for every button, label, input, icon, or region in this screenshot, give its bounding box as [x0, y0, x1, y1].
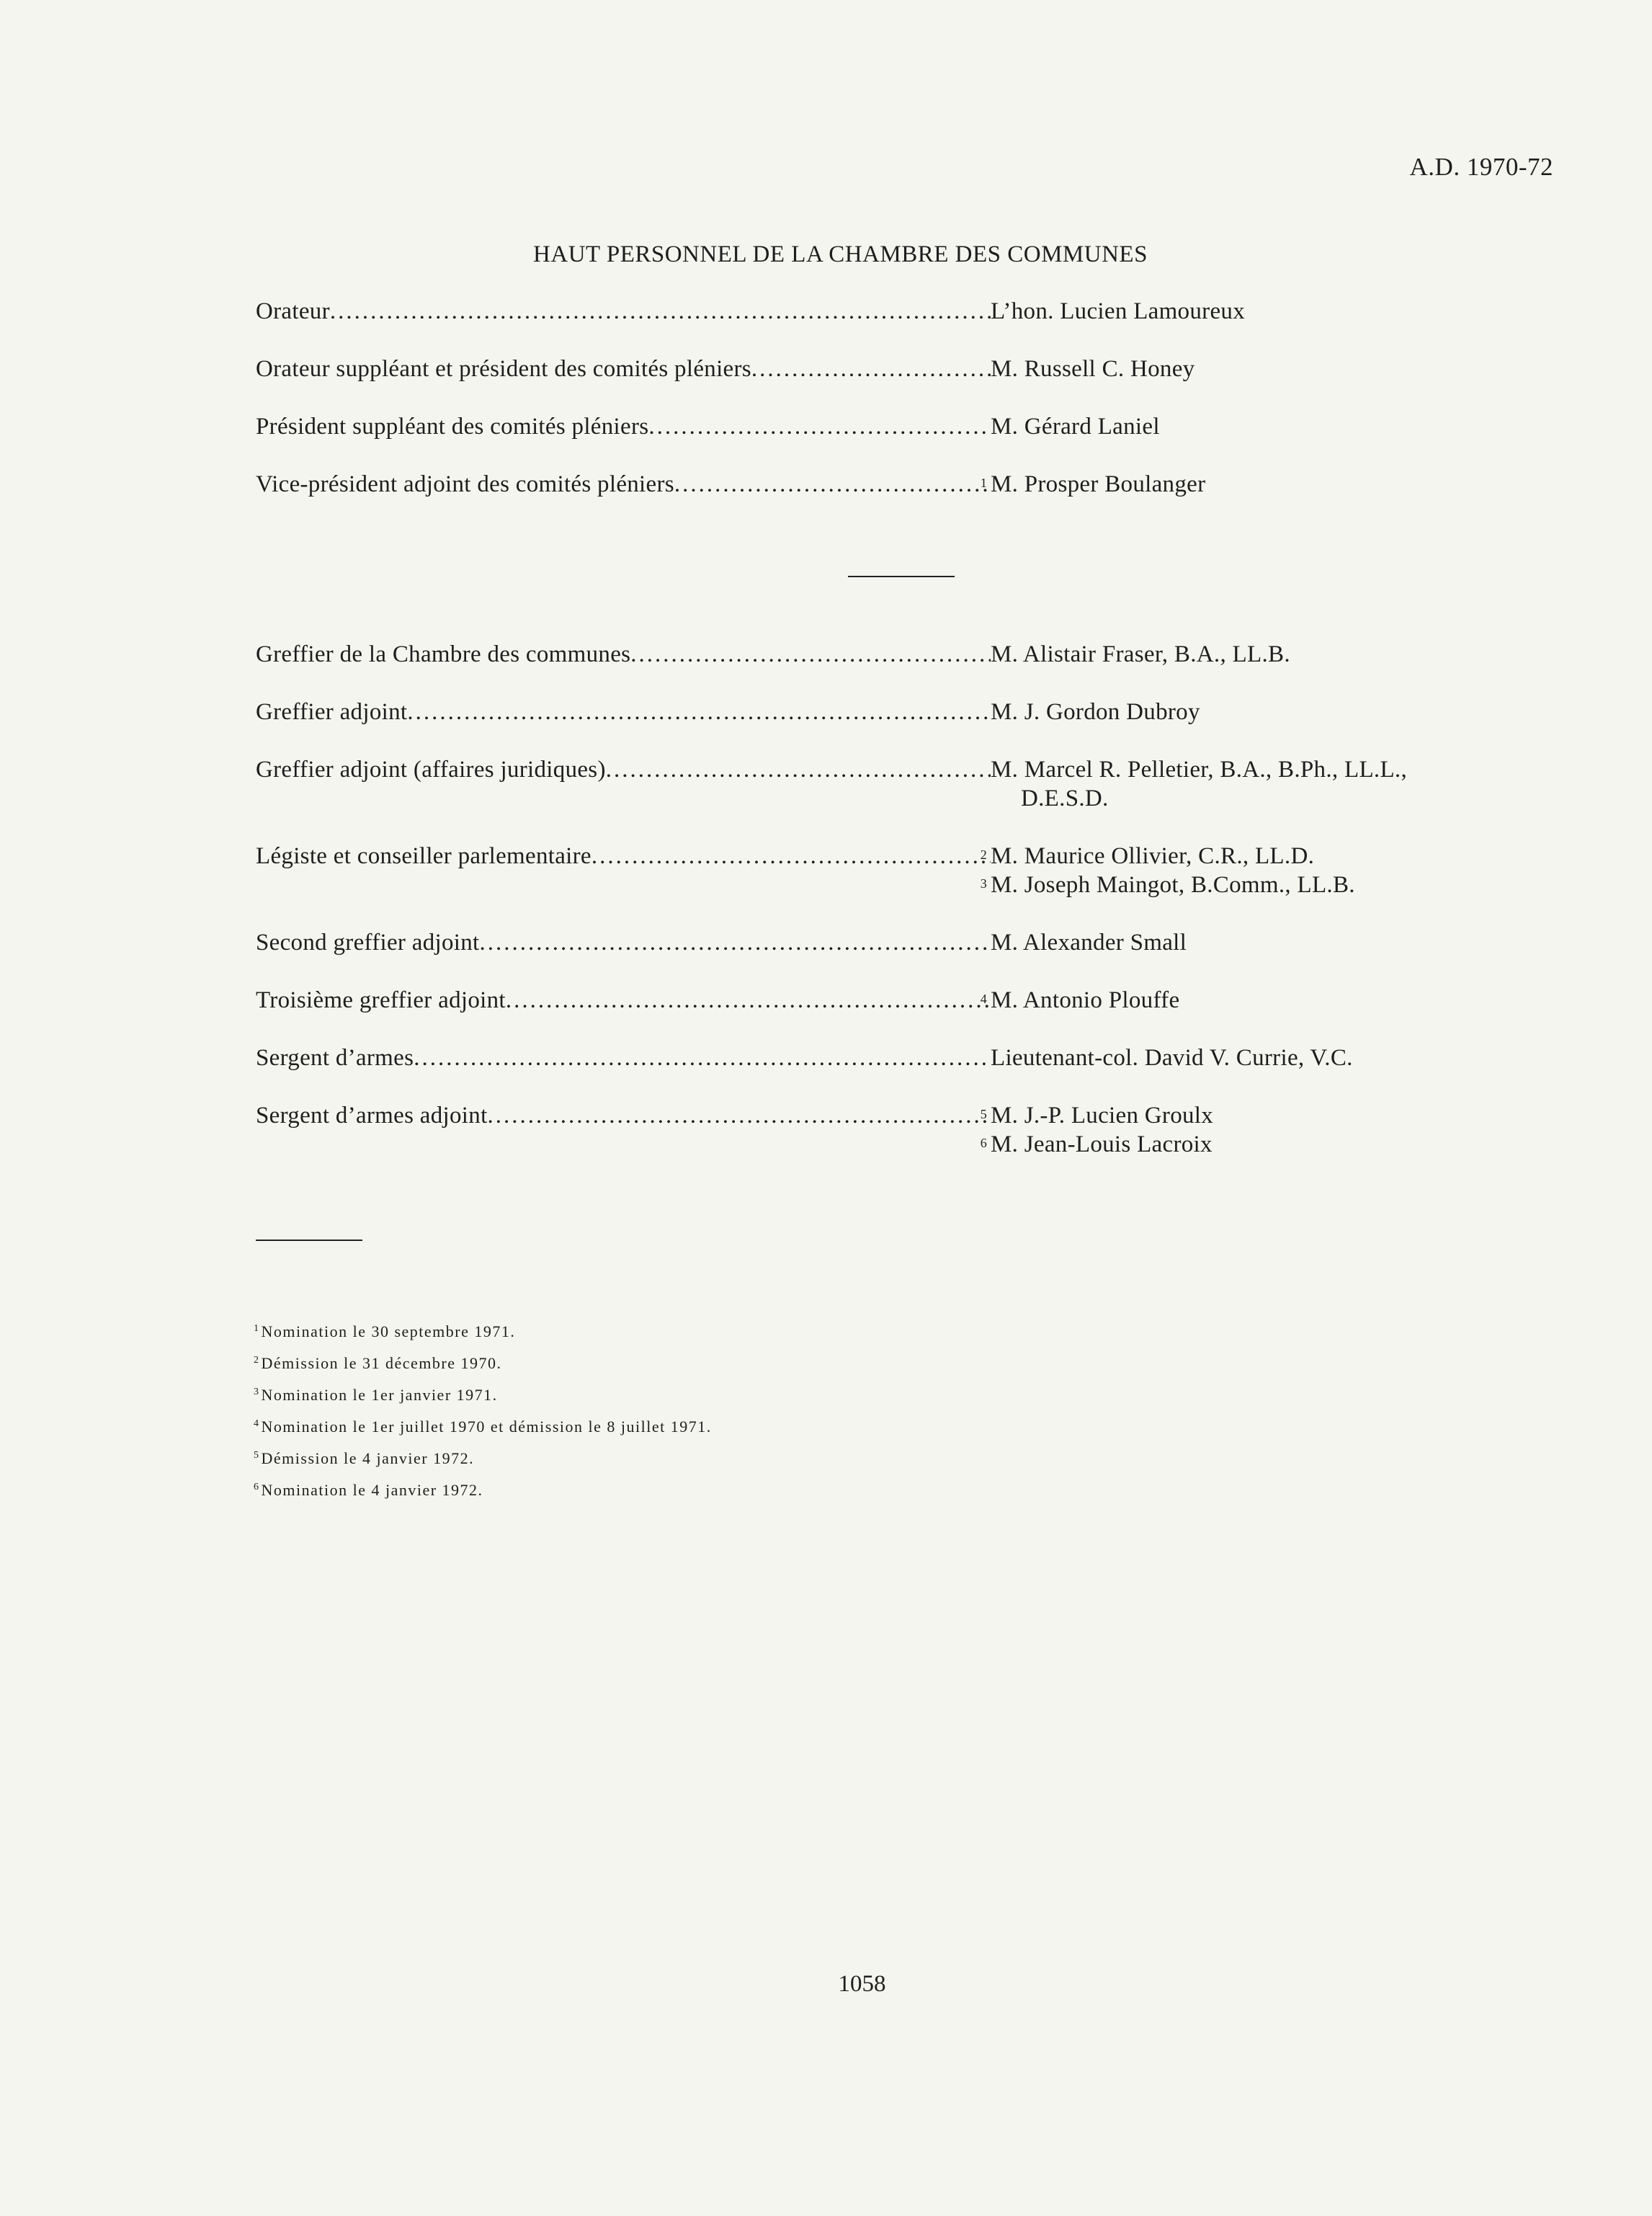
dot-leader [674, 470, 991, 499]
office-title [256, 842, 991, 871]
dot-leader [480, 928, 991, 957]
holder-name: M. Marcel R. Pelletier, B.A., B.Ph., LL.L., [991, 757, 1408, 783]
office-label: Président suppléant des comités pléniers [256, 414, 649, 440]
office-holders [980, 1101, 1567, 1159]
office-holder [991, 355, 1567, 383]
office-holders [991, 928, 1567, 957]
footnote-marker: 1 [980, 476, 987, 490]
office-title [256, 412, 991, 441]
officer-row [256, 1044, 1567, 1072]
office-label: Orateur [256, 298, 330, 324]
office-holder [980, 871, 1567, 899]
officer-row [256, 842, 1567, 899]
footnote-marker: 3 [980, 876, 987, 891]
office-holders [980, 986, 1567, 1015]
office-title [256, 470, 991, 499]
footnote-number: 3 [254, 1387, 260, 1397]
office-label: Légiste et conseiller parlementaire [256, 843, 591, 869]
office-label: Greffier adjoint (affaires juridiques) [256, 757, 606, 783]
holder-name: M. Russell C. Honey [991, 356, 1195, 382]
footnote-marker: 2 [980, 847, 987, 862]
officers-section-speakers [256, 297, 1567, 528]
holder-name: D.E.S.D. [1021, 786, 1109, 811]
office-title [256, 297, 991, 326]
holder-name: L’hon. Lucien Lamoureux [991, 298, 1245, 324]
dot-leader [751, 355, 991, 383]
office-title [256, 928, 991, 957]
footnote-marker: 5 [980, 1107, 987, 1121]
footnote-item [254, 1410, 712, 1441]
office-holders [991, 297, 1567, 326]
officer-row [256, 297, 1567, 326]
footnote-number: 1 [254, 1323, 260, 1334]
office-title [256, 755, 991, 784]
office-label: Sergent d’armes adjoint [256, 1103, 488, 1129]
footnote-text: Nomination le 30 septembre 1971. [261, 1322, 516, 1340]
holder-name: Lieutenant-col. David V. Currie, V.C. [991, 1045, 1353, 1071]
officer-row [256, 986, 1567, 1015]
page-header-year-range: A.D. 1970-72 [1409, 153, 1553, 181]
office-holders [991, 355, 1567, 383]
officer-row [256, 412, 1567, 441]
holder-name: M. Joseph Maingot, B.Comm., LL.B. [991, 872, 1355, 898]
office-label: Second greffier adjoint [256, 930, 480, 956]
officer-row [256, 1101, 1567, 1159]
footnote-text: Démission le 4 janvier 1972. [261, 1449, 475, 1467]
office-holder [991, 297, 1567, 326]
office-holder [980, 842, 1567, 871]
office-holder [991, 698, 1567, 726]
office-title [256, 698, 991, 726]
footnote-item [254, 1473, 712, 1505]
footnote-number: 5 [254, 1450, 260, 1461]
footnote-marker: 6 [980, 1136, 987, 1150]
dot-leader [330, 297, 991, 326]
footnote-item [254, 1441, 712, 1473]
office-holders [980, 842, 1567, 899]
holder-name: M. Prosper Boulanger [991, 471, 1206, 497]
holder-name: M. Alexander Small [991, 930, 1187, 956]
officer-row [256, 640, 1567, 669]
page-title: HAUT PERSONNEL DE LA CHAMBRE DES COMMUNES [533, 241, 1148, 267]
office-title [256, 355, 991, 383]
footnote-marker: 4 [980, 992, 987, 1006]
office-holder [991, 755, 1567, 813]
dot-leader [407, 698, 991, 726]
holder-name: M. Gérard Laniel [991, 414, 1160, 440]
footnote-text: Nomination le 1er janvier 1971. [261, 1386, 498, 1404]
office-holder [980, 986, 1567, 1015]
footnote-text: Démission le 31 décembre 1970. [261, 1354, 502, 1372]
office-label: Greffier de la Chambre des communes [256, 641, 631, 667]
office-holder [980, 470, 1567, 499]
holder-name: M. Jean-Louis Lacroix [991, 1131, 1213, 1157]
dot-leader [648, 412, 991, 441]
office-title [256, 986, 991, 1015]
officer-row [256, 355, 1567, 383]
officer-row [256, 470, 1567, 499]
office-holder [991, 640, 1567, 669]
office-title [256, 640, 991, 669]
office-label: Vice-président adjoint des comités pléniers [256, 471, 674, 497]
dot-leader [591, 842, 991, 871]
office-holder [991, 412, 1567, 441]
officers-section-clerks [256, 640, 1567, 1188]
footnote-item [254, 1378, 712, 1410]
office-holder [980, 1130, 1567, 1159]
footnote-number: 6 [254, 1482, 260, 1492]
holder-name: M. Maurice Ollivier, C.R., LL.D. [991, 843, 1315, 869]
office-holders [980, 470, 1567, 499]
office-holders [991, 698, 1567, 726]
footnote-number: 4 [254, 1418, 260, 1429]
footnote-number: 2 [254, 1355, 260, 1366]
office-holders [991, 1044, 1567, 1072]
holder-name: M. Antonio Plouffe [991, 987, 1180, 1013]
office-label: Orateur suppléant et président des comités pléniers [256, 356, 751, 382]
office-label: Troisième greffier adjoint [256, 987, 506, 1013]
office-label: Greffier adjoint [256, 699, 408, 725]
section-divider [848, 576, 955, 577]
office-holder [991, 1044, 1567, 1072]
footnote-item [254, 1346, 712, 1378]
holder-name: M. J.-P. Lucien Groulx [991, 1103, 1214, 1129]
office-label: Sergent d’armes [256, 1045, 414, 1071]
footnote-divider [256, 1240, 362, 1241]
office-title [256, 1101, 991, 1130]
holder-name: M. J. Gordon Dubroy [991, 699, 1200, 725]
footnote-text: Nomination le 1er juillet 1970 et démission le 8 juillet 1971. [261, 1418, 712, 1436]
dot-leader [630, 640, 991, 669]
office-holders [991, 755, 1567, 813]
office-holder [991, 928, 1567, 957]
footnote-text: Nomination le 4 janvier 1972. [261, 1481, 483, 1499]
office-holder [980, 1101, 1567, 1130]
office-holders [991, 412, 1567, 441]
page-number: 1058 [838, 1971, 886, 1997]
office-holders [991, 640, 1567, 669]
officer-row [256, 928, 1567, 957]
footnotes-list [254, 1314, 712, 1505]
footnote-item [254, 1314, 712, 1346]
holder-name: M. Alistair Fraser, B.A., LL.B. [991, 641, 1290, 667]
officer-row [256, 698, 1567, 726]
office-title [256, 1044, 991, 1072]
dot-leader [488, 1101, 991, 1130]
officer-row [256, 755, 1567, 813]
dot-leader [606, 755, 991, 784]
dot-leader [506, 986, 991, 1015]
dot-leader [414, 1044, 991, 1072]
